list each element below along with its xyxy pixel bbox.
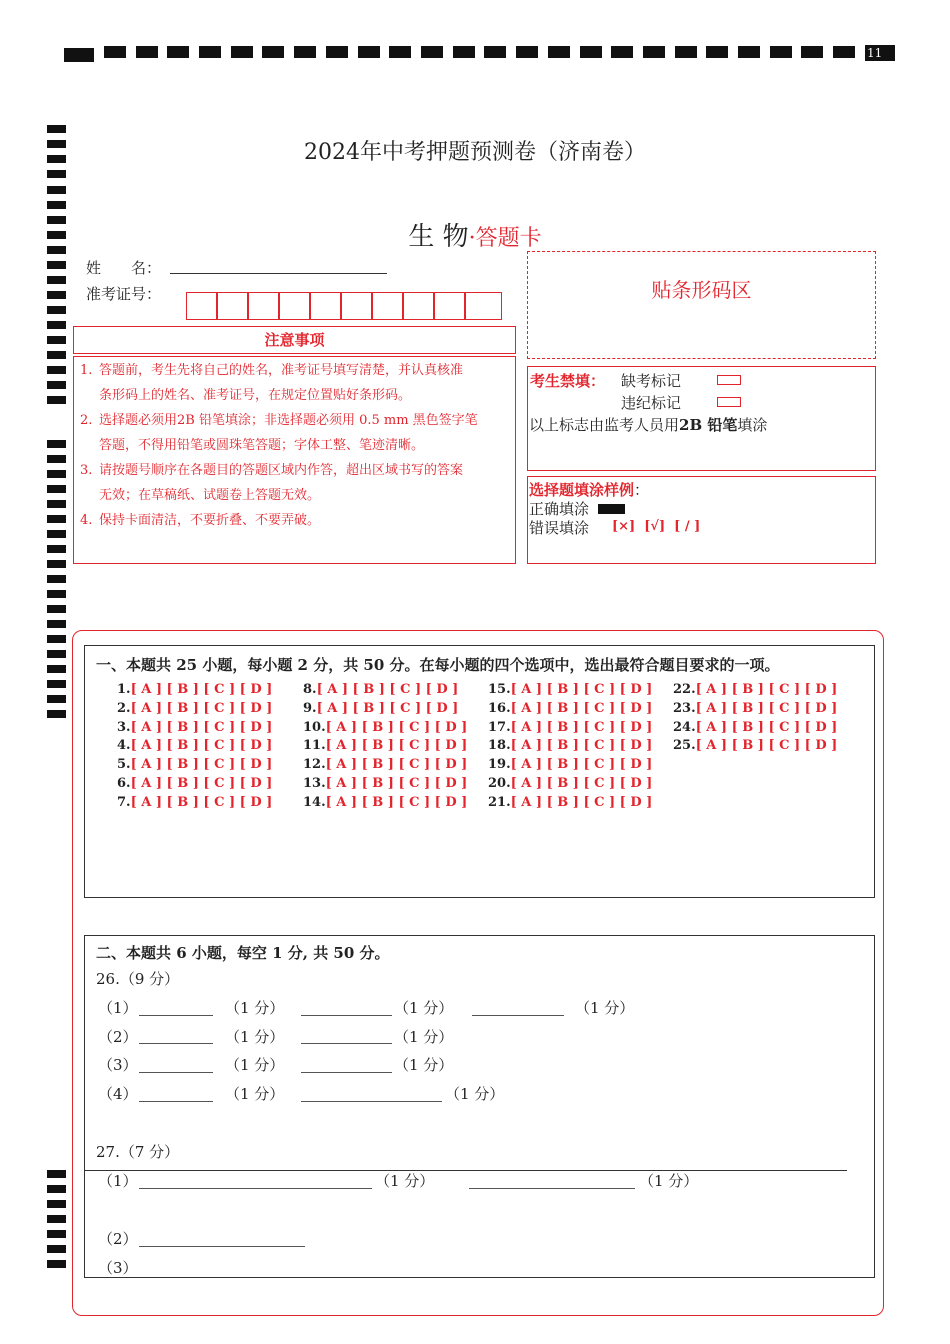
choice-question[interactable] xyxy=(303,795,467,810)
section-fill xyxy=(84,935,875,1278)
ban-title: 考生禁填： xyxy=(530,372,606,390)
fill-sample-box xyxy=(527,476,876,564)
q26-sub3-label: （3） xyxy=(98,1056,138,1074)
q26-sub1-label: （1） xyxy=(98,999,138,1017)
point-label: （1 分） xyxy=(394,1056,454,1074)
answer-options[interactable]: [ A ] [ B ] [ C ] [ D ] xyxy=(325,757,468,772)
point-label: （1 分） xyxy=(445,1085,505,1103)
answer-blank[interactable] xyxy=(301,1101,442,1102)
answer-options[interactable]: [ A ] [ B ] [ C ] [ D ] xyxy=(510,720,653,735)
question-number: 1. xyxy=(117,682,131,697)
point-label: （1 分） xyxy=(225,1028,285,1046)
violation-mark-box[interactable] xyxy=(717,397,741,407)
barcode-area[interactable] xyxy=(527,251,876,359)
answer-options[interactable]: [ A ] [ B ] [ C ] [ D ] xyxy=(325,738,468,753)
barcode-label: 贴条形码区 xyxy=(651,278,752,302)
choice-question[interactable] xyxy=(117,701,272,716)
notice-item: 2. 选择题必须用2B 铅笔填涂；非选择题必须用 0.5 mm 黑色签字笔 答题，不得用铅笔或圆珠笔答题；字体工整、笔迹清晰。 xyxy=(80,413,478,453)
absent-mark-label: 缺考标记 xyxy=(621,372,682,390)
question-number: 9. xyxy=(303,701,317,716)
answer-blank[interactable] xyxy=(139,1188,372,1189)
question-number: 15. xyxy=(488,682,511,697)
question-number: 7. xyxy=(117,795,131,810)
answer-options[interactable]: [ A ] [ B ] [ C ] [ D ] xyxy=(130,738,273,753)
answer-blank[interactable] xyxy=(139,1246,305,1247)
choice-question[interactable] xyxy=(488,795,652,810)
choice-question[interactable] xyxy=(488,720,652,735)
answer-options[interactable]: [ A ] [ B ] [ C ] [ D ] xyxy=(695,738,838,753)
answer-options[interactable]: [ A ] [ B ] [ C ] [ D ] xyxy=(695,701,838,716)
section2-title: 二、本题共 6 小题，每空 1 分, 共 50 分。 xyxy=(96,944,390,962)
ban-note: 以上标志由监考人员用2B 铅笔填涂 xyxy=(529,416,768,434)
point-label: （1 分） xyxy=(639,1172,699,1190)
notice-list xyxy=(73,356,516,564)
q26-sub4-label: （4） xyxy=(98,1085,138,1103)
question-number: 19. xyxy=(488,757,511,772)
answer-options[interactable]: [ A ] [ B ] [ C ] [ D ] xyxy=(510,682,653,697)
subject-suffix: ·答题卡 xyxy=(468,226,542,251)
answer-blank[interactable] xyxy=(301,1072,392,1073)
wrong-fill-label: 错误填涂 xyxy=(529,519,590,537)
point-label: （1 分） xyxy=(375,1172,435,1190)
question-number: 18. xyxy=(488,738,511,753)
point-label: （1 分） xyxy=(394,1028,454,1046)
absent-mark-box[interactable] xyxy=(717,375,741,385)
q27-sub1-label: （1） xyxy=(98,1172,138,1190)
question-number: 11. xyxy=(303,738,326,753)
question-number: 14. xyxy=(303,795,326,810)
exam-number-box[interactable] xyxy=(310,292,341,320)
point-label: （1 分） xyxy=(394,999,454,1017)
answer-options[interactable]: [ A ] [ B ] [ C ] [ D ] xyxy=(510,701,653,716)
question-number: 25. xyxy=(673,738,696,753)
answer-blank[interactable] xyxy=(472,1015,564,1016)
section-choice xyxy=(84,645,875,898)
question-number: 5. xyxy=(117,757,131,772)
sample-title-wrap: 选择题填涂样例： xyxy=(529,481,650,499)
answer-blank[interactable] xyxy=(139,1015,213,1016)
exam-number-box[interactable] xyxy=(217,292,248,320)
question-number: 3. xyxy=(117,720,131,735)
notice-title: 注意事项 xyxy=(73,326,516,354)
choice-question[interactable] xyxy=(117,757,272,772)
answer-options[interactable]: [ A ] [ B ] [ C ] [ D ] xyxy=(510,795,653,810)
choice-question[interactable] xyxy=(488,738,652,753)
question-number: 8. xyxy=(303,682,317,697)
correct-fill-label: 正确填涂 xyxy=(529,500,590,518)
point-label: （1 分） xyxy=(225,1056,285,1074)
choice-question[interactable] xyxy=(303,738,467,753)
answer-options[interactable]: [ A ] [ B ] [ C ] [ D ] xyxy=(510,738,653,753)
choice-question[interactable] xyxy=(488,757,652,772)
exam-number-box[interactable] xyxy=(434,292,465,320)
answer-options[interactable]: [ A ] [ B ] [ C ] [ D ] xyxy=(325,776,468,791)
choice-question[interactable] xyxy=(673,738,837,753)
choice-question[interactable] xyxy=(117,720,272,735)
q27-label: 27.（7 分） xyxy=(96,1143,180,1161)
question-number: 13. xyxy=(303,776,326,791)
choice-question[interactable] xyxy=(673,682,837,697)
answer-options[interactable]: [ A ] [ B ] [ C ] [ D ] xyxy=(130,701,273,716)
question-number: 24. xyxy=(673,720,696,735)
exam-number-box[interactable] xyxy=(372,292,403,320)
choice-question[interactable] xyxy=(303,720,467,735)
choice-question[interactable] xyxy=(303,682,458,697)
q26-label: 26.（9 分） xyxy=(96,970,180,988)
choice-question[interactable] xyxy=(673,720,837,735)
q27-divider xyxy=(85,1170,847,1171)
answer-options[interactable]: [ A ] [ B ] [ C ] [ D ] xyxy=(695,720,838,735)
answer-options[interactable]: [ A ] [ B ] [ C ] [ D ] xyxy=(695,682,838,697)
q27-sub3-label: （3） xyxy=(98,1259,138,1277)
choice-question[interactable] xyxy=(303,776,467,791)
choice-question[interactable] xyxy=(117,738,272,753)
name-label: 姓 名： xyxy=(86,259,162,277)
answer-options[interactable]: [ A ] [ B ] [ C ] [ D ] xyxy=(130,757,273,772)
question-number: 16. xyxy=(488,701,511,716)
choice-question[interactable] xyxy=(488,701,652,716)
answer-options[interactable]: [ A ] [ B ] [ C ] [ D ] xyxy=(510,776,653,791)
choice-question[interactable] xyxy=(488,682,652,697)
answer-options[interactable]: [ A ] [ B ] [ C ] [ D ] xyxy=(130,795,273,810)
wrong-fill-samples: [×] [√] [ / ] xyxy=(612,519,701,534)
question-number: 17. xyxy=(488,720,511,735)
point-label: （1 分） xyxy=(575,999,635,1017)
answer-blank[interactable] xyxy=(301,1043,392,1044)
question-number: 2. xyxy=(117,701,131,716)
question-number: 21. xyxy=(488,795,511,810)
choice-question[interactable] xyxy=(303,701,458,716)
page-title: 2024年中考押题预测卷（济南卷） xyxy=(304,140,646,165)
notice-item: 3. 请按题号顺序在各题目的答题区域内作答，超出区域书写的答案 无效；在草稿纸、试题卷上答题无效。 xyxy=(80,463,464,503)
answer-options[interactable]: [ A ] [ B ] [ C ] [ D ] xyxy=(316,701,459,716)
point-label: （1 分） xyxy=(225,999,285,1017)
answer-options[interactable]: [ A ] [ B ] [ C ] [ D ] xyxy=(130,682,273,697)
notice-item: 4. 保持卡面清洁，不要折叠、不要弄破。 xyxy=(80,513,321,528)
examiner-only-box xyxy=(527,366,876,471)
section1-title: 一、本题共 25 小题，每小题 2 分，共 50 分。在每小题的四个选项中，选出最符合题目要求的一项。 xyxy=(96,656,780,674)
subject-name: 生 物 xyxy=(408,222,469,252)
exam-number-label: 准考证号： xyxy=(86,285,162,303)
page-number: 11 xyxy=(865,45,895,61)
q26-sub2-label: （2） xyxy=(98,1028,138,1046)
question-number: 12. xyxy=(303,757,326,772)
answer-blank[interactable] xyxy=(139,1072,213,1073)
answer-options[interactable]: [ A ] [ B ] [ C ] [ D ] xyxy=(130,776,273,791)
exam-number-box[interactable] xyxy=(248,292,279,320)
question-number: 20. xyxy=(488,776,511,791)
answer-blank[interactable] xyxy=(301,1015,392,1016)
answer-options[interactable]: [ A ] [ B ] [ C ] [ D ] xyxy=(510,757,653,772)
answer-blank[interactable] xyxy=(139,1101,213,1102)
sample-title: 选择题填涂样例 xyxy=(529,481,635,499)
answer-options[interactable]: [ A ] [ B ] [ C ] [ D ] xyxy=(316,682,459,697)
choice-question[interactable] xyxy=(488,776,652,791)
answer-options[interactable]: [ A ] [ B ] [ C ] [ D ] xyxy=(130,720,273,735)
subject-heading xyxy=(0,216,950,253)
question-number: 10. xyxy=(303,720,326,735)
choice-question[interactable] xyxy=(117,795,272,810)
exam-number-box[interactable] xyxy=(341,292,372,320)
exam-number-box[interactable] xyxy=(465,292,502,320)
answer-options[interactable]: [ A ] [ B ] [ C ] [ D ] xyxy=(325,720,468,735)
violation-mark-label: 违纪标记 xyxy=(621,394,682,412)
choice-question[interactable] xyxy=(117,682,272,697)
choice-question[interactable] xyxy=(673,701,837,716)
choice-question[interactable] xyxy=(303,757,467,772)
point-label: （1 分） xyxy=(225,1085,285,1103)
question-number: 23. xyxy=(673,701,696,716)
q27-sub2-label: （2） xyxy=(98,1230,138,1248)
answer-blank[interactable] xyxy=(469,1188,635,1189)
answer-options[interactable]: [ A ] [ B ] [ C ] [ D ] xyxy=(325,795,468,810)
correct-fill-sample xyxy=(598,504,625,514)
name-field[interactable] xyxy=(170,273,387,274)
notice-item: 1. 答题前，考生先将自己的姓名，准考证号填写清楚，并认真核准 条形码上的姓名、准考证号，在规定位置贴好条形码。 xyxy=(80,363,464,403)
exam-number-box[interactable] xyxy=(279,292,310,320)
question-number: 4. xyxy=(117,738,131,753)
choice-question[interactable] xyxy=(117,776,272,791)
question-number: 22. xyxy=(673,682,696,697)
exam-number-box[interactable] xyxy=(186,292,217,320)
exam-number-box[interactable] xyxy=(403,292,434,320)
answer-blank[interactable] xyxy=(139,1043,213,1044)
question-number: 6. xyxy=(117,776,131,791)
